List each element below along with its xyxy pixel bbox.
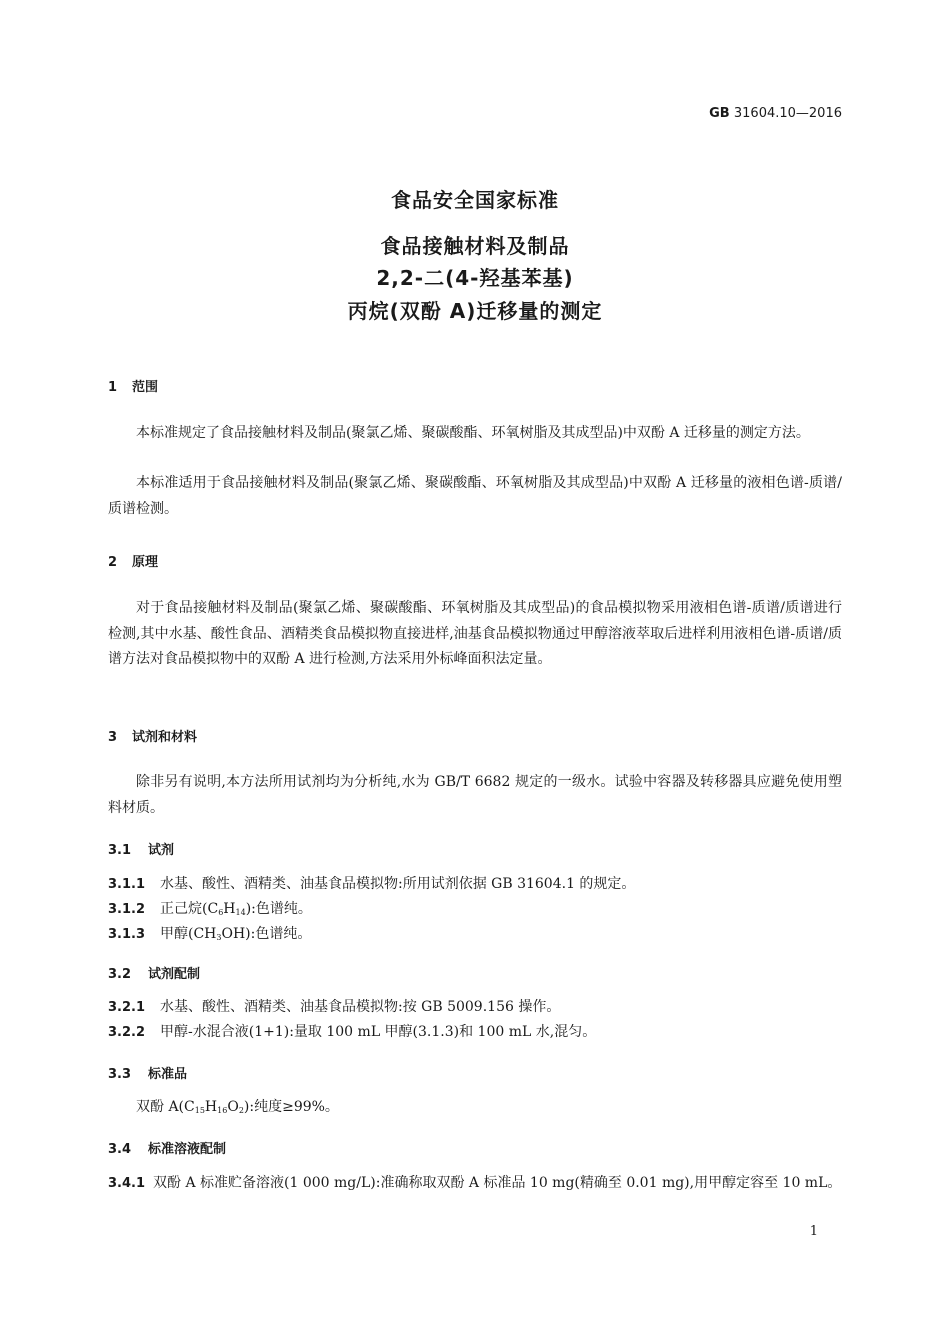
item-3-2-2 (108, 1020, 842, 1046)
item-number: 3.1.1 (108, 877, 146, 892)
section-title: 原理 (132, 555, 159, 570)
subsection-number: 3.4 (108, 1142, 132, 1157)
section-title: 试剂和材料 (132, 730, 198, 745)
document-title-line-2: 2,2-二(4-羟基苯基) (376, 266, 574, 290)
section-2-heading (108, 551, 158, 570)
section-title: 范围 (132, 380, 159, 395)
subsection-number: 3.3 (108, 1067, 132, 1082)
standard-code (709, 106, 842, 121)
standard-code-prefix: GB (709, 106, 730, 121)
standard-code-number: 31604.10—2016 (733, 106, 842, 121)
subsection-3-1-heading (108, 839, 174, 858)
standard-material-text: 双酚 $A(C_{15}H_{16}O_2)$:纯度≥99%。 (136, 1099, 339, 1115)
item-3-2-1 (108, 995, 842, 1021)
item-text: 甲醇-水混合液(1+1):量取 100 mL 甲醇(3.1.3)和 100 mL 水,混匀。 (160, 1024, 597, 1040)
item-3-1-1 (108, 872, 842, 898)
item-3-1-3 (108, 922, 842, 951)
item-number: 3.2.1 (108, 1000, 146, 1015)
section-3-heading (108, 726, 197, 745)
document-title-line-1: 食品接触材料及制品 (380, 234, 570, 258)
item-number: 3.2.2 (108, 1025, 146, 1040)
document-title-line-3: 丙烷(双酚 A)迁移量的测定 (347, 299, 603, 323)
subsection-title: 试剂 (148, 843, 175, 858)
item-text: 正己烷$(C_6H_{14})$:色谱纯。 (160, 901, 312, 917)
item-text: 水基、酸性、酒精类、油基食品模拟物:所用试剂依据 GB 31604.1 的规定。 (160, 876, 636, 892)
subsection-title: 标准品 (148, 1067, 188, 1082)
subsection-number: 3.1 (108, 843, 132, 858)
item-number: 3.1.2 (108, 902, 146, 917)
section-3-paragraph-1: 除非另有说明,本方法所用试剂均为分析纯,水为 GB/T 6682 规定的一级水。试验中容器及转移器具应避免使用塑料材质。 (108, 774, 842, 816)
item-number: 3.4.1 (108, 1176, 146, 1191)
item-3-4-1 (108, 1171, 842, 1197)
section-number: 1 (108, 380, 118, 395)
subsection-3-2-heading (108, 963, 200, 982)
section-1-paragraph-1: 本标准规定了食品接触材料及制品(聚氯乙烯、聚碳酸酯、环氧树脂及其成型品)中双酚 A 迁移量的测定方法。 (136, 425, 810, 441)
subsection-3-3-heading (108, 1063, 187, 1082)
item-text: 双酚 A 标准贮备溶液(1 000 mg/L):准确称取双酚 A 标准品 10 mg(精确至 0.01 mg),用甲醇定容至 10 mL。 (153, 1175, 842, 1191)
section-1-heading (108, 376, 158, 395)
document-main-title: 食品安全国家标准 (391, 188, 559, 212)
section-number: 3 (108, 730, 118, 745)
item-number: 3.1.3 (108, 927, 146, 942)
subsection-title: 试剂配制 (148, 967, 201, 982)
item-text: 甲醇$(CH_3OH)$:色谱纯。 (160, 926, 312, 942)
subsection-number: 3.2 (108, 967, 132, 982)
subsection-3-4-heading (108, 1138, 226, 1157)
section-2-paragraph-1: 对于食品接触材料及制品(聚氯乙烯、聚碳酸酯、环氧树脂及其成型品)的食品模拟物采用液相色谱-质谱/质谱进行检测,其中水基、酸性食品、酒精类食品模拟物直接进样,油基食品模拟物通过甲醇溶液萃取后进样利用液相色谱-质谱/质谱方法对食品模拟物中的双酚 A 进行检测,方法采用外标峰面积法定量。 (108, 600, 842, 667)
item-text: 水基、酸性、酒精类、油基食品模拟物:按 GB 5009.156 操作。 (160, 999, 561, 1015)
subsection-title: 标准溶液配制 (148, 1142, 227, 1157)
section-1-paragraph-2: 本标准适用于食品接触材料及制品(聚氯乙烯、聚碳酸酯、环氧树脂及其成型品)中双酚 A 迁移量的液相色谱-质谱/质谱检测。 (108, 475, 842, 517)
section-number: 2 (108, 555, 118, 570)
page-number: 1 (809, 1224, 818, 1239)
